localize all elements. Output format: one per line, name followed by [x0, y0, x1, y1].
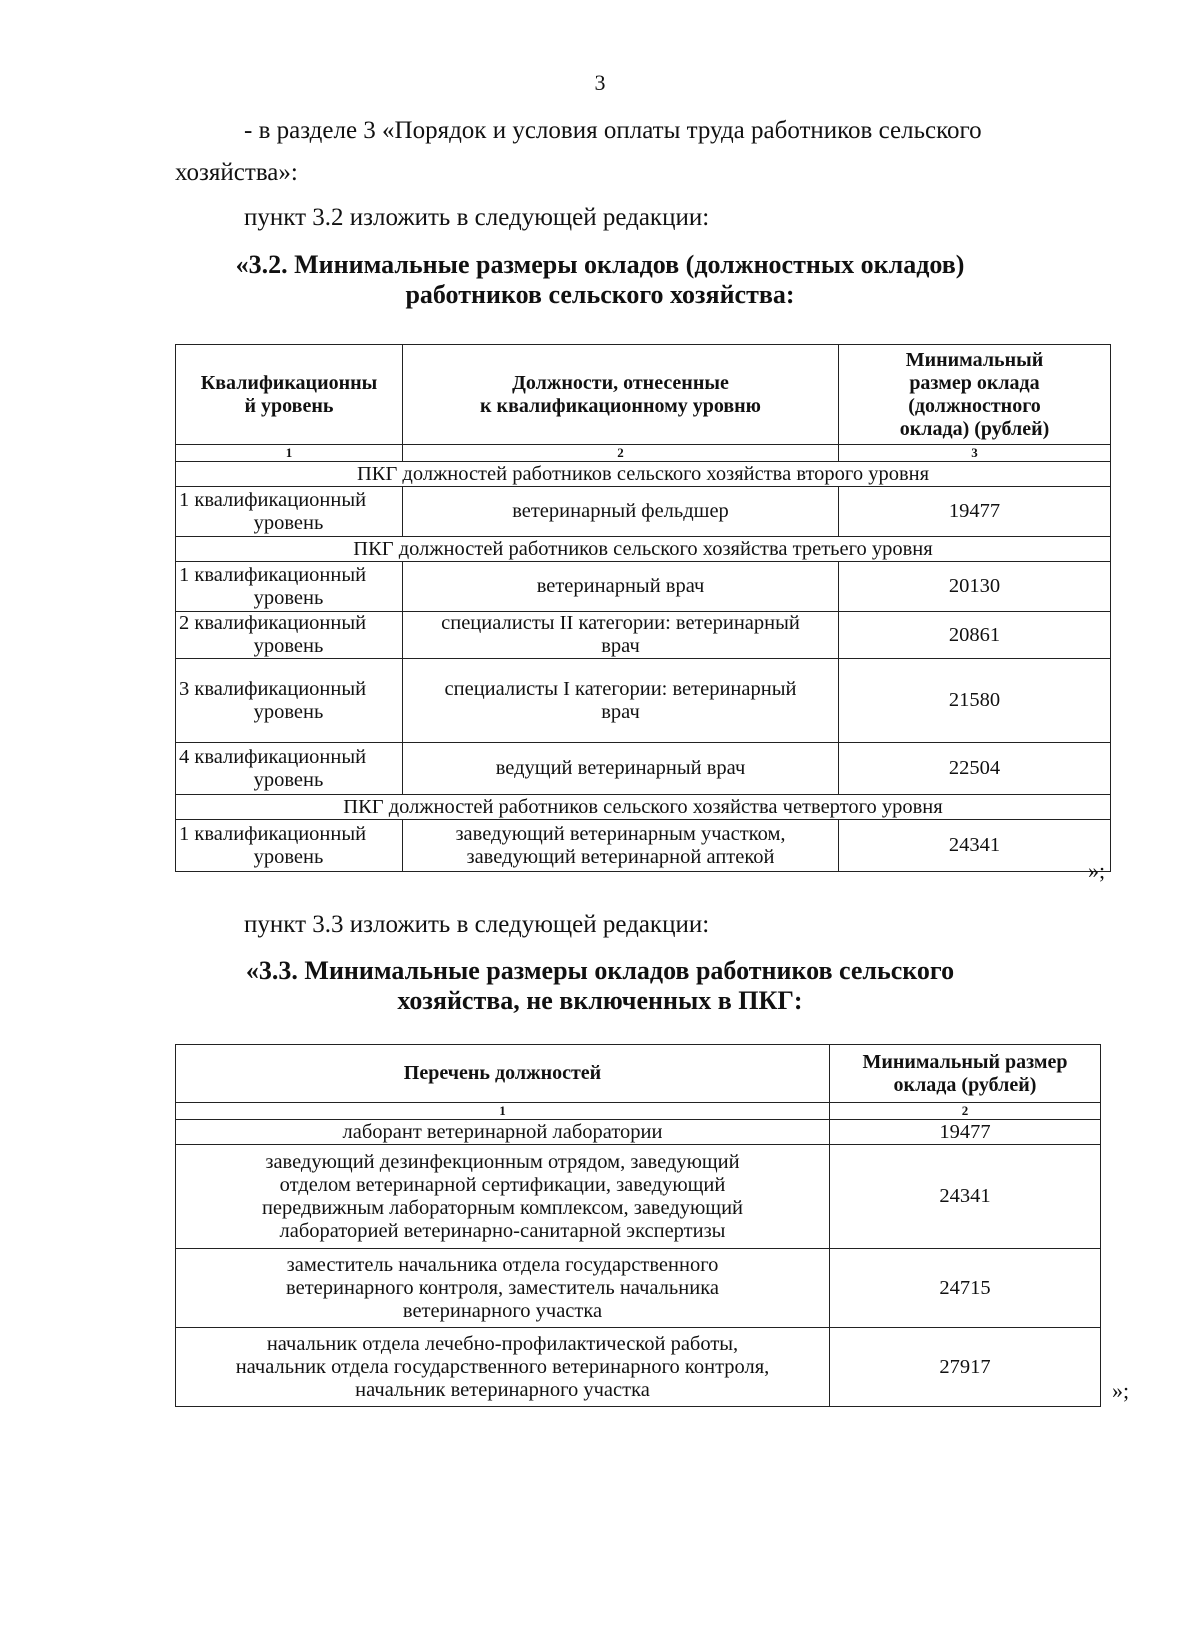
section-32-heading-line-2: работников сельского хозяйства: [405, 280, 795, 309]
qualification-level-line: уровень [253, 700, 324, 723]
table-33-header-row [176, 1045, 1101, 1103]
position-line: начальник отдела лечебно-профилактической работы, [266, 1332, 739, 1355]
position [176, 1249, 830, 1328]
col-header-line: оклада) (рублей) [899, 417, 1050, 440]
table-33-col-header [176, 1045, 830, 1103]
table-row [176, 659, 1111, 743]
qualification-level-line: уровень [253, 511, 324, 534]
table-33-closing-mark: »; [1112, 1378, 1130, 1403]
position-line: врач [601, 700, 640, 723]
qualification-level-line: уровень [253, 845, 324, 868]
table-32 [175, 344, 1111, 872]
qualification-level-line: уровень [253, 635, 324, 657]
position-line: отделом ветеринарной сертификации, заведующий [279, 1173, 726, 1196]
position-line: специалисты I категории: ветеринарный [444, 677, 797, 700]
position [403, 820, 839, 872]
table-32-col-number: 3 [839, 445, 1111, 462]
qualification-level-line: 1 квалификационный [179, 563, 367, 586]
page-number: 3 [594, 70, 606, 95]
col-header-line: Минимальный размер [862, 1050, 1068, 1073]
qualification-level-line: 4 квалификационный [179, 745, 367, 768]
table-32-closing-mark: »; [1088, 858, 1106, 883]
table-32-group-row [176, 537, 1111, 562]
position [176, 1328, 830, 1407]
position-line: передвижным лабораторным комплексом, заведующий [261, 1196, 744, 1219]
table-32-header-row [176, 345, 1111, 445]
position [403, 562, 839, 612]
table-33-col-header [830, 1045, 1101, 1103]
salary: 24341 [839, 820, 1111, 872]
table-row [176, 1328, 1101, 1407]
position [403, 659, 839, 743]
position-line: врач [601, 635, 640, 657]
table-row [176, 612, 1111, 659]
section-32-heading-line-1: «3.2. Минимальные размеры окладов (должностных окладов) [235, 250, 965, 279]
table-row [176, 820, 1111, 872]
position-line: заместитель начальника отдела государственного [286, 1253, 719, 1276]
position-line: заведующий ветеринарным участком, [455, 822, 786, 845]
col-header-line: размер оклада [909, 371, 1040, 394]
table-row [176, 1120, 1101, 1145]
position [176, 1145, 830, 1249]
position-line: лаборант ветеринарной лаборатории [342, 1120, 663, 1143]
group-title: ПКГ должностей работников сельского хозяйства второго уровня [176, 462, 1111, 487]
qualification-level [176, 612, 403, 659]
section-32-heading [150, 250, 1050, 310]
col-header-line: Должности, отнесенные [512, 371, 729, 394]
position [403, 612, 839, 659]
col-header-line: к квалификационному уровню [480, 394, 761, 417]
qualification-level-line: 1 квалификационный [179, 822, 367, 845]
table-32-group-row [176, 462, 1111, 487]
table-33-col-number: 1 [176, 1103, 830, 1120]
group-title: ПКГ должностей работников сельского хозяйства четвертого уровня [176, 795, 1111, 820]
position-line: начальник ветеринарного участка [355, 1378, 650, 1401]
intro-line-1: - в разделе 3 «Порядок и условия оплаты труда работников сельского [244, 117, 982, 144]
salary: 24715 [830, 1249, 1101, 1328]
table-row [176, 743, 1111, 795]
salary: 27917 [830, 1328, 1101, 1407]
table-32-number-row [176, 445, 1111, 462]
qualification-level [176, 487, 403, 537]
intro-line-2: хозяйства»: [175, 159, 298, 186]
position-line: ветеринарный врач [536, 575, 705, 597]
qualification-level [176, 743, 403, 795]
table-33-number-row [176, 1103, 1101, 1120]
table-row [176, 1249, 1101, 1328]
table-row [176, 1145, 1101, 1249]
qualification-level [176, 820, 403, 872]
col-header-line: Квалификационны [200, 371, 378, 394]
salary: 22504 [839, 743, 1111, 795]
section-33-heading-line-1: «3.3. Минимальные размеры окладов работников сельского [245, 956, 955, 985]
col-header-line: й уровень [244, 394, 334, 417]
position-line: специалисты II категории: ветеринарный [441, 612, 800, 634]
table-32-col-header [839, 345, 1111, 445]
position [403, 743, 839, 795]
qualification-level [176, 562, 403, 612]
qualification-level-line: 3 квалификационный [179, 677, 367, 700]
table-32-group-row [176, 795, 1111, 820]
position-line: лабораторией ветеринарно-санитарной экспертизы [279, 1219, 726, 1242]
position-line: ветеринарного контроля, заместитель начальника [286, 1276, 719, 1299]
position-line: ветеринарный фельдшер [512, 500, 729, 522]
qualification-level-line: уровень [253, 586, 324, 609]
table-33-col-number: 2 [830, 1103, 1101, 1120]
col-header-line: Минимальный [905, 348, 1044, 371]
section-32-instruction: пункт 3.2 изложить в следующей редакции: [244, 204, 710, 231]
table-32-col-number: 1 [176, 445, 403, 462]
col-header-line: оклада (рублей) [893, 1073, 1037, 1096]
table-32-col-header [403, 345, 839, 445]
position [176, 1120, 830, 1145]
section-33-heading [150, 956, 1050, 1016]
col-header-line: Перечень должностей [403, 1062, 602, 1084]
salary: 24341 [830, 1145, 1101, 1249]
salary: 20130 [839, 562, 1111, 612]
table-row [176, 487, 1111, 537]
group-title: ПКГ должностей работников сельского хозяйства третьего уровня [176, 537, 1111, 562]
salary: 20861 [839, 612, 1111, 659]
position-line: заведующий дезинфекционным отрядом, заведующий [265, 1150, 740, 1173]
salary: 19477 [830, 1120, 1101, 1145]
position-line: начальник отдела государственного ветеринарного контроля, [235, 1355, 770, 1378]
section-33-instruction: пункт 3.3 изложить в следующей редакции: [244, 911, 710, 938]
qualification-level-line: 1 квалификационный [179, 488, 367, 511]
table-32-col-number: 2 [403, 445, 839, 462]
position-line: ветеринарного участка [402, 1299, 603, 1322]
table-33 [175, 1044, 1101, 1407]
position-line: ведущий ветеринарный врач [495, 757, 746, 779]
position-line: заведующий ветеринарной аптекой [466, 845, 775, 868]
table-32-col-header [176, 345, 403, 445]
section-33-heading-line-2: хозяйства, не включенных в ПКГ: [397, 986, 803, 1015]
qualification-level-line: 2 квалификационный [179, 612, 367, 634]
salary: 19477 [839, 487, 1111, 537]
qualification-level [176, 659, 403, 743]
qualification-level-line: уровень [253, 768, 324, 791]
position [403, 487, 839, 537]
col-header-line: (должностного [908, 394, 1041, 417]
salary: 21580 [839, 659, 1111, 743]
table-row [176, 562, 1111, 612]
